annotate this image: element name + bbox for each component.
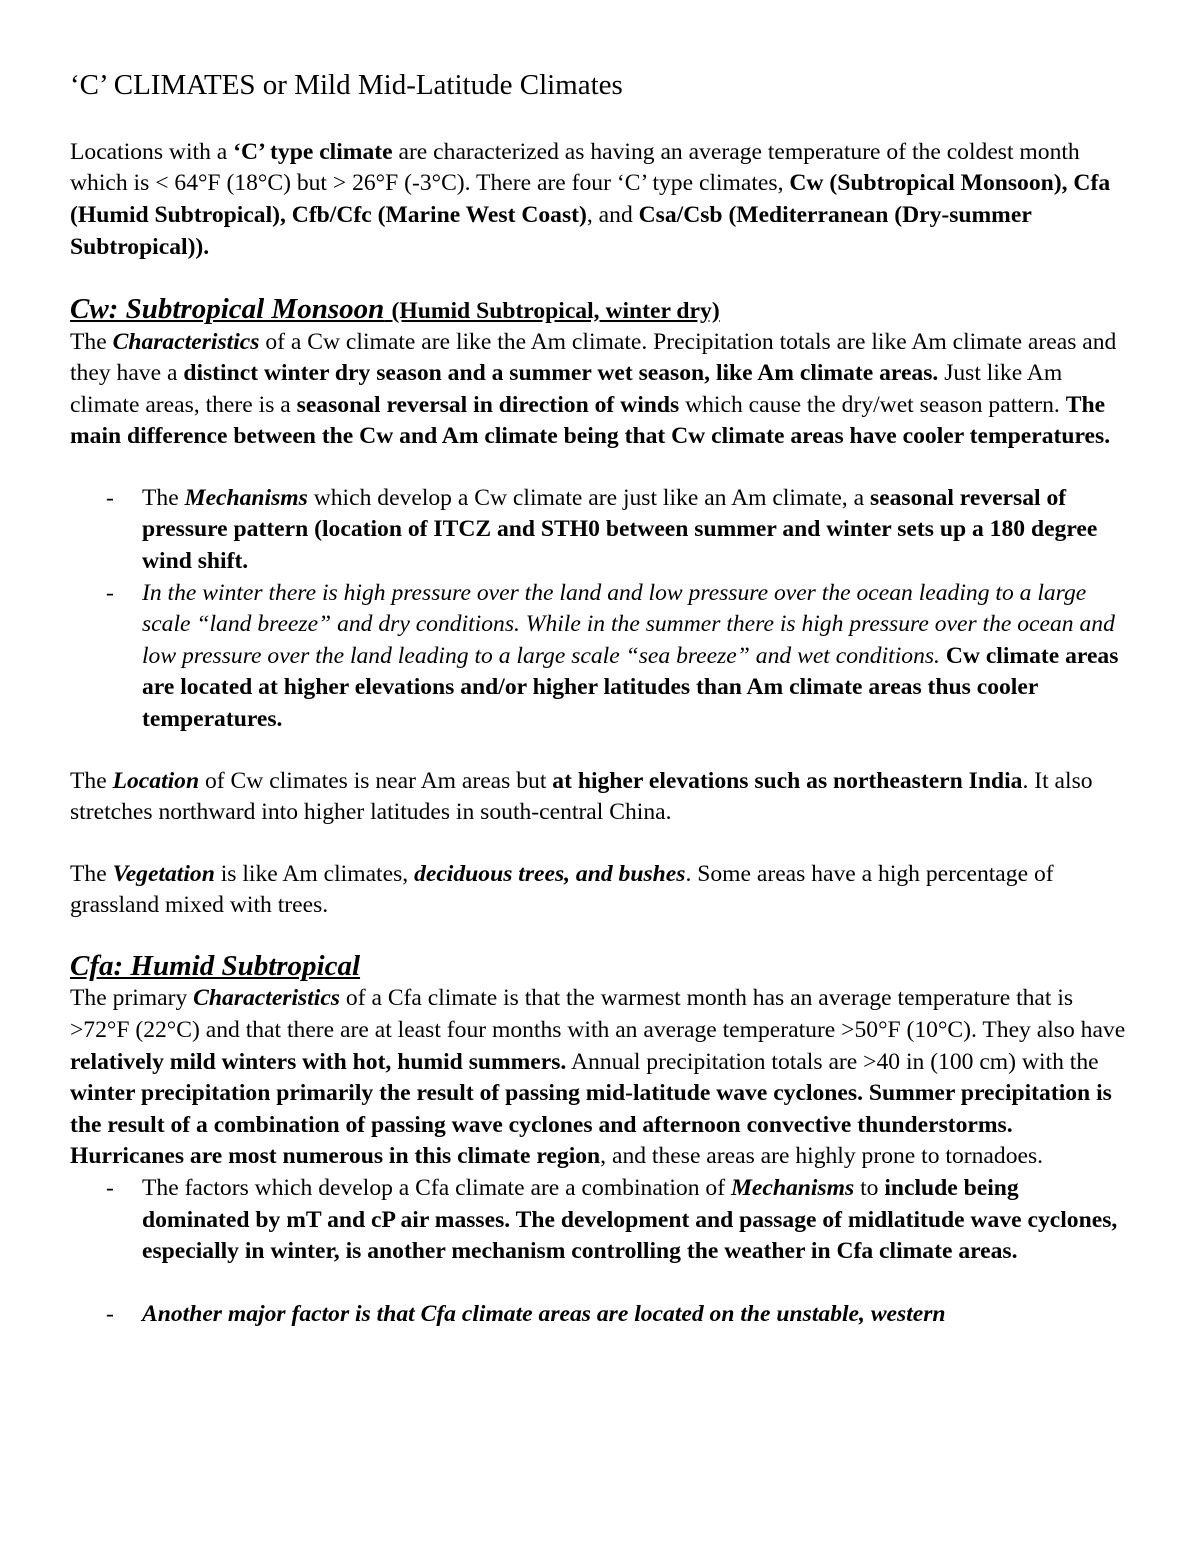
text-run: seasonal reversal in direction of winds <box>296 391 680 418</box>
text-run: Characteristics <box>112 328 260 355</box>
text-run: Mechanisms <box>184 484 308 511</box>
text-run: Vegetation <box>112 860 215 887</box>
text-run: The factors which develop a Cfa climate are a combination of <box>142 1174 731 1201</box>
text-run: The main difference between the Cw and Am climate being that Cw climate areas have cooler temperatures. <box>70 391 1111 450</box>
cw-heading-subtitle: (Humid Subtropical, winter dry) <box>391 298 720 325</box>
text-run: Cw (Subtropical Monsoon), Cfa (Humid Subtropical), Cfb/Cfc (Marine West Coast) <box>70 170 1111 228</box>
text-run: . Some areas have a high percentage of grassland mixed with trees. <box>70 860 1054 919</box>
cw-vegetation-paragraph <box>70 859 1130 922</box>
cfa-bullet-list <box>70 1173 1130 1330</box>
text-run: seasonal reversal of pressure pattern (location of ITCZ and STH0 between summer and winter sets up a 180 degree wind shift. <box>142 484 1098 575</box>
text-run: In the winter there is high pressure over the land and low pressure over the ocean leading to a large scale “land breeze” and dry conditions. While in the summer there is high pressure over the ocean and low pressure over the land leading to a large scale “sea breeze” and wet conditions. <box>142 579 1115 669</box>
cw-location-paragraph <box>70 766 1130 829</box>
text-run: ‘C’ type climate <box>233 138 393 165</box>
text-run: of a Cfa climate is that the warmest month has an average temperature that is >72°F (22°C) and that there are at least four months with an average temperature >50°F (10°C). They also have <box>70 985 1126 1043</box>
text-run: Mechanisms <box>730 1174 855 1201</box>
text-run: Csa/Csb (Mediterranean (Dry-summer Subtropical)). <box>70 201 1032 260</box>
cfa-heading-title: Cfa: Humid Subtropical <box>70 950 361 983</box>
text-run: is like Am climates, <box>214 860 415 887</box>
cfa-characteristics-paragraph <box>70 983 1130 1173</box>
text-run: Characteristics <box>193 985 340 1012</box>
text-run: . It also stretches northward into higher latitudes in south-central China. <box>70 767 1093 826</box>
text-run: which develop a Cw climate are just like an Am climate, a <box>307 484 870 511</box>
text-run: The <box>70 767 113 794</box>
text-run: , and these areas are highly prone to tornadoes. <box>600 1143 1044 1170</box>
text-run: at higher elevations such as northeastern India <box>552 767 1023 794</box>
text-run: of a Cw climate are like the Am climate. Precipitation totals are like Am climate areas and they have a <box>70 328 1117 387</box>
cw-bullet-list <box>70 483 1130 736</box>
text-run: The primary <box>70 985 194 1012</box>
cw-bullet-mechanisms <box>142 483 1130 578</box>
text-run: deciduous trees, and bushes <box>414 860 686 887</box>
cw-heading <box>70 293 1130 326</box>
text-run: distinct winter dry season and a summer wet season, like Am climate areas. <box>183 360 939 387</box>
text-run: Location <box>112 767 200 794</box>
text-run: The <box>70 328 113 355</box>
cw-characteristics-paragraph <box>70 327 1130 453</box>
cfa-bullet-factor <box>142 1299 1130 1331</box>
text-run: which cause the dry/wet season pattern. <box>679 391 1066 418</box>
document-page <box>70 68 1130 1330</box>
text-run: Locations with a <box>70 138 234 165</box>
intro-paragraph <box>70 137 1130 263</box>
text-run: Just like Am climate areas, there is a <box>70 360 1063 418</box>
text-run: The <box>142 484 185 511</box>
page-title: ‘C’ CLIMATES or Mild Mid-Latitude Climates <box>70 69 623 101</box>
text-run: Cw climate areas are located at higher elevations and/or higher latitudes than Am climate areas thus cooler temperatures. <box>142 642 1119 733</box>
text-run: Annual precipitation totals are >40 in (100 cm) with the <box>566 1048 1099 1075</box>
text-run: The <box>70 860 113 887</box>
text-run: , and <box>586 201 639 228</box>
text-run: of Cw climates is near Am areas but <box>199 767 553 794</box>
text-run: relatively mild winters with hot, humid summers. <box>70 1048 567 1075</box>
text-run: to <box>854 1174 885 1201</box>
cfa-heading <box>70 950 1130 983</box>
text-run: Another major factor is that Cfa climate areas are located on the unstable, western <box>142 1300 946 1327</box>
text-run: winter precipitation primarily the result of passing mid-latitude wave cyclones. Summer precipitation is the result of a combination of passing wave cyclones and afternoon convective thunderstorms. Hurricanes are most numerous in this climate region <box>70 1080 1112 1170</box>
text-run: include being dominated by mT and cP air masses. The development and passage of midlatitude wave cyclones, especially in winter, is another mechanism controlling the weather in Cfa climate areas. <box>142 1174 1118 1265</box>
cw-heading-title: Cw: Subtropical Monsoon <box>70 293 385 326</box>
cfa-bullet-mechanisms <box>142 1173 1130 1268</box>
text-run: are characterized as having an average temperature of the coldest month which is < 64°F (18°C) but > 26°F (-3°C). There are four ‘C’ type climates, <box>70 138 1080 197</box>
cw-bullet-pressure <box>142 578 1130 736</box>
